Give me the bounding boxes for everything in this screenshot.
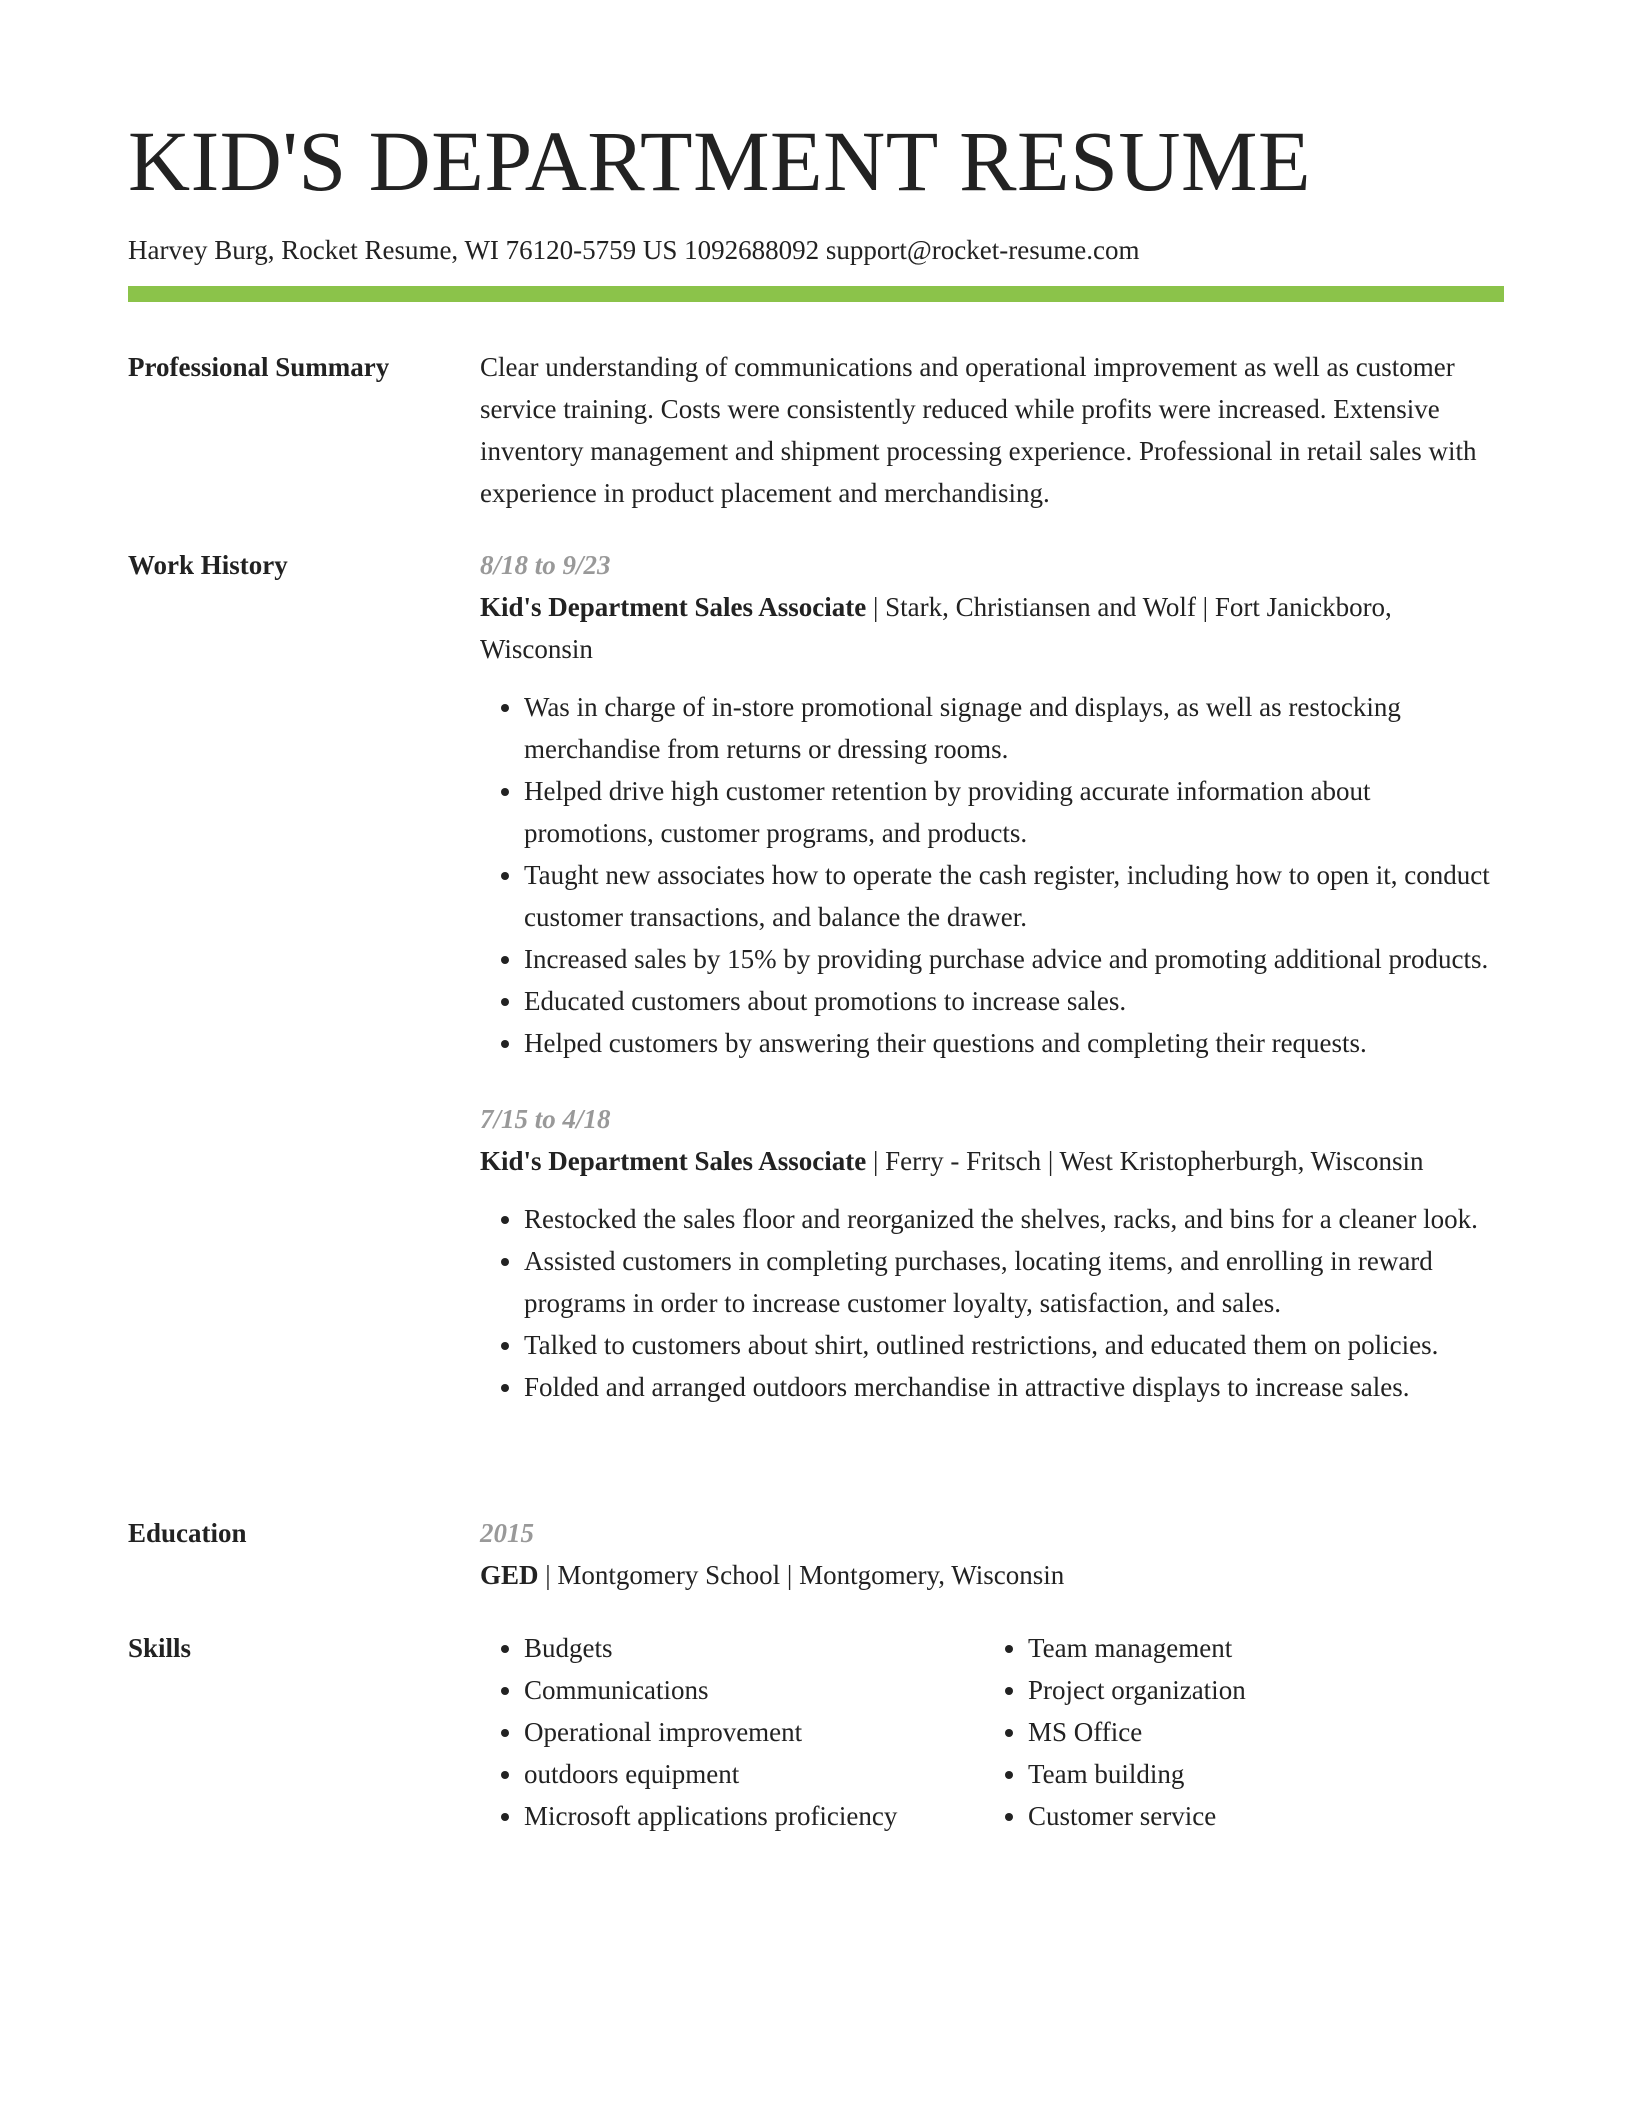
- job-bullets: [480, 1198, 1504, 1408]
- skill-item: • Team building: [1028, 1753, 1488, 1795]
- job-bullets: [480, 686, 1504, 1064]
- skill-item: • Operational improvement: [524, 1711, 984, 1753]
- job-details: | Stark, Christiansen and Wolf | Fort Janickboro, Wisconsin: [480, 592, 1392, 664]
- job-bullet: • Assisted customers in completing purchases, locating items, and enrolling in reward programs in order to increase customer loyalty, satisfaction, and sales.: [524, 1240, 1504, 1324]
- work-history-label: Work History: [128, 550, 288, 580]
- skill-item: • Budgets: [524, 1627, 984, 1669]
- job-bullet: • Helped drive high customer retention by providing accurate information about promotions, customer programs, and products.: [524, 770, 1504, 854]
- job-title: Kid's Department Sales Associate: [480, 592, 867, 622]
- contact-line: Harvey Burg, Rocket Resume, WI 76120-5759 US 1092688092 support@rocket-resume.com: [128, 235, 1140, 265]
- skills-columns: [480, 1627, 1504, 1837]
- education-year: 2015: [480, 1518, 534, 1548]
- job-dates: 7/15 to 4/18: [480, 1104, 611, 1134]
- skill-item: • Customer service: [1028, 1795, 1488, 1837]
- summary-label: Professional Summary: [128, 352, 390, 382]
- work-history-body: [480, 544, 1504, 1408]
- job-entry: [480, 544, 1504, 1064]
- skills-list-right: [984, 1627, 1488, 1837]
- skills-list-left: [480, 1627, 984, 1837]
- job-title: Kid's Department Sales Associate: [480, 1146, 867, 1176]
- job-heading: [480, 586, 1504, 670]
- skills-label: Skills: [128, 1633, 192, 1663]
- education-body: [480, 1512, 1504, 1596]
- job-heading: [480, 1140, 1504, 1182]
- skill-item: • Microsoft applications proficiency: [524, 1795, 984, 1837]
- job-bullet: • Restocked the sales floor and reorganized the shelves, racks, and bins for a cleaner look.: [524, 1198, 1504, 1240]
- job-dates: 8/18 to 9/23: [480, 550, 611, 580]
- job-details: | Ferry - Fritsch | West Kristopherburgh, Wisconsin: [866, 1146, 1424, 1176]
- accent-divider: [128, 286, 1504, 302]
- skill-item: • outdoors equipment: [524, 1753, 984, 1795]
- education-label: Education: [128, 1518, 247, 1548]
- summary-text: Clear understanding of communications and operational improvement as well as customer service training. Costs were consistently reduced while profits were increased. Extensive inventory management and shipment processing experience. Professional in retail sales with experience in product placement and merchandising.: [480, 352, 1477, 508]
- skills-body: [480, 1627, 1504, 1837]
- skill-item: • Team management: [1028, 1627, 1488, 1669]
- job-bullet: • Helped customers by answering their questions and completing their requests.: [524, 1022, 1504, 1064]
- resume-title: KID'S DEPARTMENT RESUME: [128, 113, 1311, 209]
- job-entry: [480, 1098, 1504, 1408]
- job-bullet: • Folded and arranged outdoors merchandise in attractive displays to increase sales.: [524, 1366, 1504, 1408]
- job-bullet: • Taught new associates how to operate the cash register, including how to open it, conduct customer transactions, and balance the drawer.: [524, 854, 1504, 938]
- skill-item: • Project organization: [1028, 1669, 1488, 1711]
- job-bullet: • Increased sales by 15% by providing purchase advice and promoting additional products.: [524, 938, 1504, 980]
- job-bullet: • Educated customers about promotions to increase sales.: [524, 980, 1504, 1022]
- job-bullet: • Was in charge of in-store promotional signage and displays, as well as restocking merchandise from returns or dressing rooms.: [524, 686, 1504, 770]
- education-details: | Montgomery School | Montgomery, Wisconsin: [538, 1560, 1065, 1590]
- skill-item: • MS Office: [1028, 1711, 1488, 1753]
- job-bullet: • Talked to customers about shirt, outlined restrictions, and educated them on policies.: [524, 1324, 1504, 1366]
- skill-item: • Communications: [524, 1669, 984, 1711]
- education-degree: GED: [480, 1560, 539, 1590]
- education-heading: [480, 1554, 1504, 1596]
